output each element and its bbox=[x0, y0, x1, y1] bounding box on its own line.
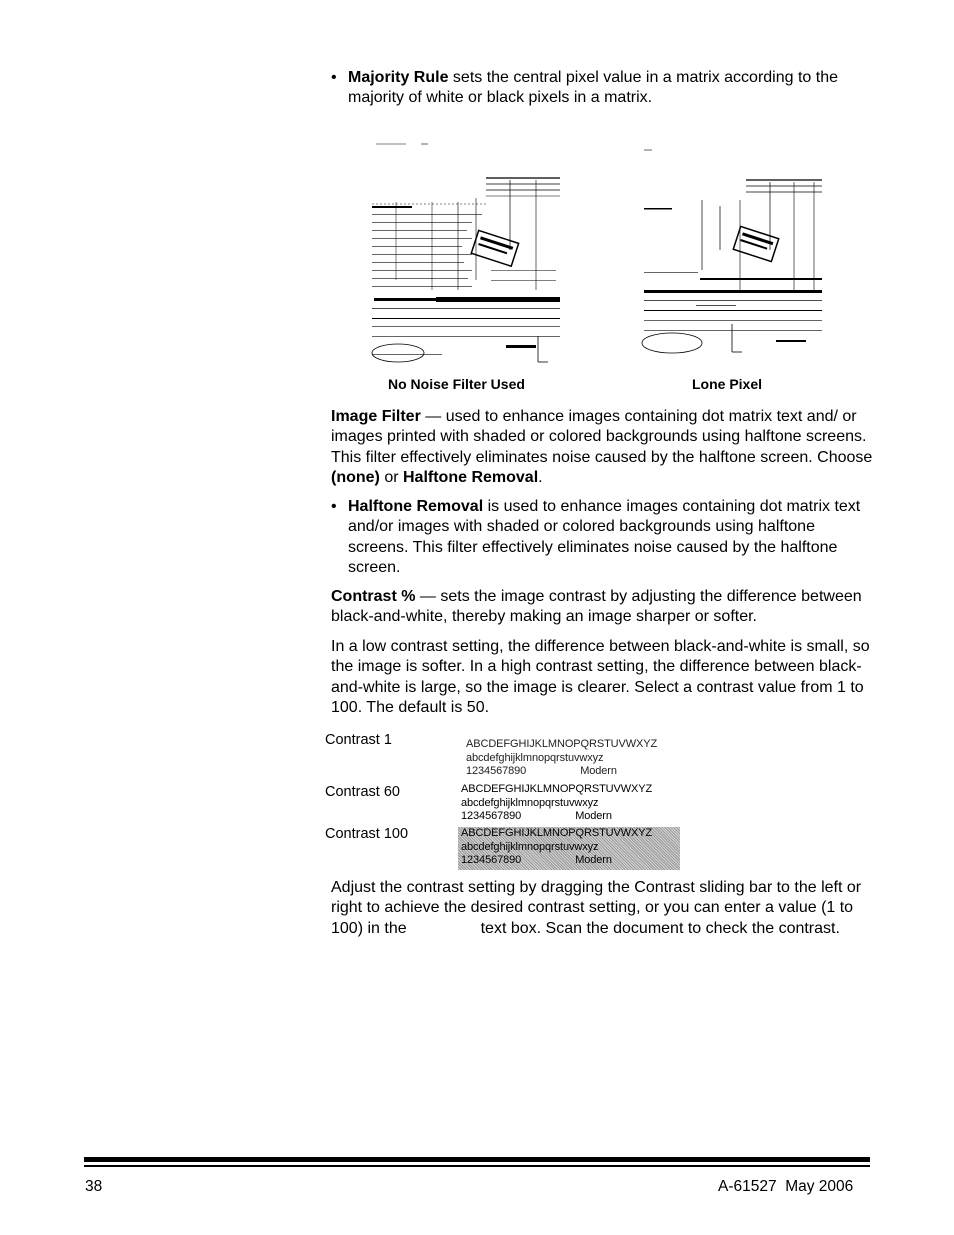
sample-upper: ABCDEFGHIJKLMNOPQRSTUVWXYZ bbox=[461, 783, 653, 795]
sample-digits: 1234567890 bbox=[461, 810, 522, 822]
contrast-desc: sets the image contrast by adjusting the difference between black-and-white, thereby making an image sharper or softer. bbox=[331, 588, 862, 626]
or-text: or bbox=[379, 468, 403, 486]
sample-upper: ABCDEFGHIJKLMNOPQRSTUVWXYZ bbox=[461, 827, 653, 839]
image-filter-term: Image Filter bbox=[331, 408, 421, 425]
option-none: (none) bbox=[331, 468, 380, 486]
halftone-removal-text bbox=[348, 497, 878, 578]
contrast-1-label: Contrast 1 bbox=[325, 732, 392, 748]
caption-lone-pixel: Lone Pixel bbox=[692, 376, 763, 392]
sample-font-name: Modern bbox=[575, 854, 612, 866]
contrast-1-sample bbox=[466, 738, 657, 779]
bullet-icon: • bbox=[331, 498, 337, 515]
majority-rule-text bbox=[348, 68, 878, 109]
sample-digits-row bbox=[466, 765, 657, 779]
contrast-60-sample bbox=[461, 783, 652, 824]
bullet-icon: • bbox=[331, 69, 337, 86]
contrast-paragraph bbox=[331, 587, 876, 628]
sample-digits-row bbox=[461, 854, 680, 868]
footer-rule-thick bbox=[84, 1157, 870, 1162]
sample-lower: abcdefghijklmnopqrstuvwxyz bbox=[461, 840, 599, 853]
sample-lower: abcdefghijklmnopqrstuvwxyz bbox=[466, 751, 604, 764]
doc-id: A-61527 May 2006 bbox=[718, 1178, 854, 1195]
sample-lower: abcdefghijklmnopqrstuvwxyz bbox=[461, 796, 599, 809]
scan-lone-pixel bbox=[636, 140, 828, 358]
caption-no-noise-filter: No Noise Filter Used bbox=[388, 376, 525, 392]
adjust-paragraph bbox=[331, 878, 876, 939]
sample-digits-row bbox=[461, 810, 652, 824]
sample-font-name: Modern bbox=[580, 765, 617, 777]
contrast-term: Contrast % bbox=[331, 588, 416, 605]
majority-rule-desc: sets the central pixel value in a matrix according to the majority of white or black pixels in a matrix. bbox=[348, 69, 838, 107]
contrast-100-label: Contrast 100 bbox=[325, 826, 409, 842]
halftone-removal-term: Halftone Removal bbox=[348, 498, 484, 515]
adjust-text-2: text box. Scan the document to check the contrast. bbox=[480, 919, 840, 937]
contrast-60-label: Contrast 60 bbox=[325, 784, 400, 800]
scan-no-noise-filter bbox=[366, 140, 564, 365]
option-halftone-removal: Halftone Removal bbox=[403, 468, 539, 486]
halftone-removal-desc: is used to enhance images containing dot matrix text and/or images with shaded or colored backgrounds using halftone screens. This filter effectively eliminates noise caused by the halftone screen. bbox=[348, 498, 861, 576]
contrast-100-sample bbox=[458, 827, 680, 870]
image-filter-paragraph bbox=[331, 407, 876, 488]
page-number: 38 bbox=[85, 1178, 103, 1195]
sample-digits: 1234567890 bbox=[466, 765, 527, 777]
sample-digits: 1234567890 bbox=[461, 854, 522, 866]
image-filter-desc: used to enhance images containing dot matrix text and/ or images printed with shaded or colored backgrounds using halftone screens. This filter effectively eliminates noise caused by the halftone screen. Choose bbox=[331, 408, 873, 466]
dash: — bbox=[420, 408, 446, 425]
adjust-text-1: Adjust the contrast setting by dragging the Contrast sliding bar to the left or right to achieve the desired contrast setting, or you can enter a value (1 to 100) in the bbox=[331, 879, 862, 937]
contrast-detail-paragraph: In a low contrast setting, the difference between black-and-white is small, so the image is softer. In a high contrast setting, the difference between black-and-white is large, so the image is clearer. Select a contrast value from 1 to 100. The default is 50. bbox=[331, 638, 870, 716]
majority-rule-term: Majority Rule bbox=[348, 69, 449, 86]
sample-font-name: Modern bbox=[575, 810, 612, 822]
dash: — bbox=[415, 588, 441, 605]
footer-rule-thin bbox=[84, 1165, 870, 1167]
period: . bbox=[538, 468, 543, 486]
sample-upper: ABCDEFGHIJKLMNOPQRSTUVWXYZ bbox=[466, 738, 658, 750]
